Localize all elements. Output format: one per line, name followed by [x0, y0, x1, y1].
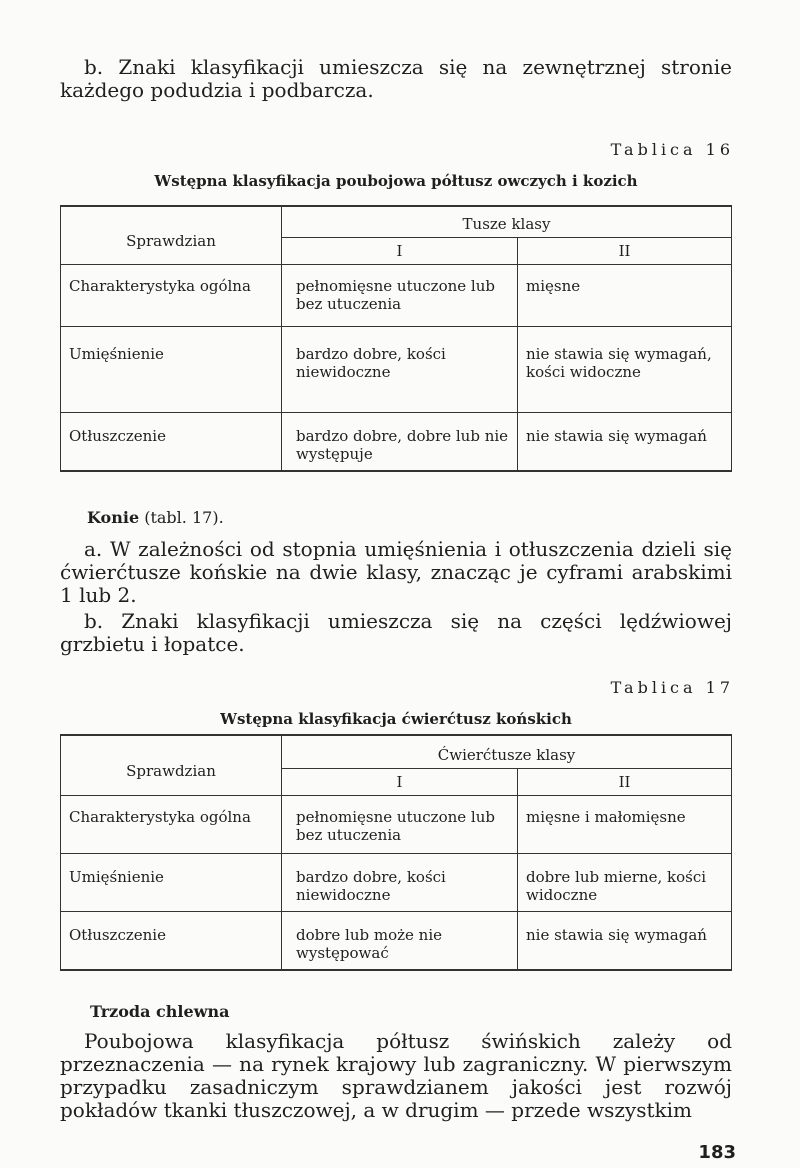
table16-title: Wstępna klasyfikacja poubojowa półtusz owczych i kozich: [154, 172, 638, 190]
table16-header-class1: I: [282, 238, 518, 265]
table16-header-row: [61, 206, 732, 238]
table16-row1-class2: mięsne: [518, 265, 732, 327]
table16-row1-class1: pełnomięsne utuczone lub bez utuczenia: [282, 265, 518, 327]
table17-row3-class2: nie stawia się wymagań: [518, 912, 732, 970]
table16-row1-criterion: Charakterystyka ogólna: [61, 265, 282, 327]
table17-row2-class2: dobre lub mierne, kości widoczne: [518, 854, 732, 912]
horses-heading-ref: (tabl. 17).: [144, 508, 224, 527]
table17-row3-class1: dobre lub może nie występować: [282, 912, 518, 970]
table-row: [61, 265, 732, 327]
horses-heading-title: Konie: [87, 508, 140, 527]
pigs-paragraph: Poubojowa klasyfikacja półtusz świńskich zależy od przeznaczenia — na rynek krajowy lub zagraniczny. W pierwszym przypadku zasadniczym sprawdzianem jakości jest rozwój pokładów tkanki tłuszczowej, a w drugim — przede wszystkim: [60, 1029, 732, 1122]
table16-row2-class2: nie stawia się wymagań, kości widoczne: [518, 327, 732, 413]
table16: [60, 205, 732, 472]
table17-header-class1: I: [282, 769, 518, 796]
horses-heading: [87, 508, 224, 527]
table16-row3-criterion: Otłuszczenie: [61, 413, 282, 471]
table-row: [61, 413, 732, 471]
table17: [60, 734, 732, 971]
table16-row3-class2: nie stawia się wymagań: [518, 413, 732, 471]
table16-header-class2: II: [518, 238, 732, 265]
table16-row2-class1: bardzo dobre, kości niewidoczne: [282, 327, 518, 413]
table-row: [61, 796, 732, 854]
table17-header-row: [61, 735, 732, 769]
table-row: [61, 912, 732, 970]
table-row: [61, 854, 732, 912]
horses-paragraph-a: a. W zależności od stopnia umięśnienia i otłuszczenia dzieli się ćwierćtusze końskie na dwie klasy, znacząc je cyframi arabskimi 1 lub 2.: [60, 537, 732, 607]
horses-paragraph-b: b. Znaki klasyfikacji umieszcza się na części lędźwiowej grzbietu i łopatce.: [60, 609, 732, 656]
table17-label: Tablica 17: [610, 678, 734, 697]
table16-header-group: Tusze klasy: [282, 206, 732, 238]
table17-row1-class1: pełnomięsne utuczone lub bez utuczenia: [282, 796, 518, 854]
table17-header-class2: II: [518, 769, 732, 796]
table16-header-criterion: Sprawdzian: [61, 206, 282, 265]
table17-row3-criterion: Otłuszczenie: [61, 912, 282, 970]
intro-paragraph: b. Znaki klasyfikacji umieszcza się na zewnętrznej stronie każdego podudzia i podbarcza.: [60, 55, 732, 102]
pigs-heading: Trzoda chlewna: [90, 1002, 230, 1021]
table16-label: Tablica 16: [610, 140, 734, 159]
table17-row1-class2: mięsne i małomięsne: [518, 796, 732, 854]
table16-row2-criterion: Umięśnienie: [61, 327, 282, 413]
table17-header-group: Ćwierćtusze klasy: [282, 735, 732, 769]
table17-title: Wstępna klasyfikacja ćwierćtusz końskich: [220, 710, 572, 728]
table17-row2-class1: bardzo dobre, kości niewidoczne: [282, 854, 518, 912]
page-number: 183: [698, 1142, 736, 1163]
table16-row3-class1: bardzo dobre, dobre lub nie występuje: [282, 413, 518, 471]
table17-row1-criterion: Charakterystyka ogólna: [61, 796, 282, 854]
table17-header-criterion: Sprawdzian: [61, 735, 282, 796]
table17-row2-criterion: Umięśnienie: [61, 854, 282, 912]
table-row: [61, 327, 732, 413]
